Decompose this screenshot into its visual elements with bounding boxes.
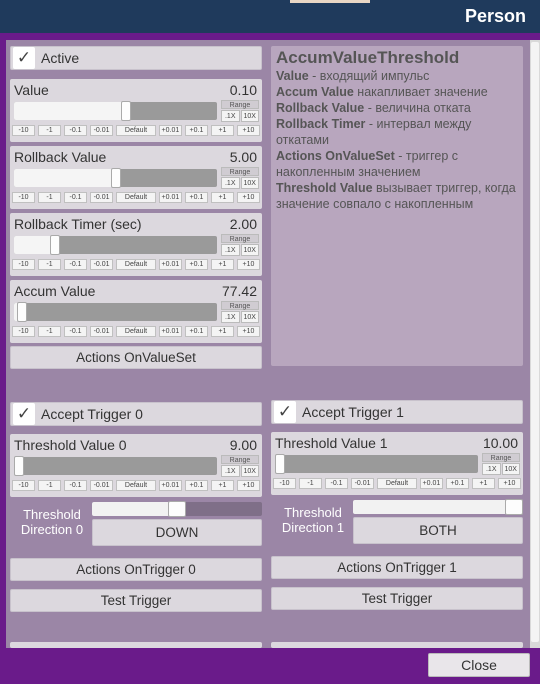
range-x1-button[interactable]: .1X (221, 110, 240, 122)
step-button[interactable]: +0.01 (159, 259, 182, 270)
step-button[interactable]: -0.1 (64, 125, 87, 136)
range-x1-button[interactable]: .1X (482, 463, 501, 475)
vertical-scrollbar[interactable] (530, 40, 540, 648)
step-buttons (12, 259, 260, 270)
slider-fill (14, 169, 116, 187)
info-term: Threshold Value (276, 181, 373, 195)
range-label: Range (221, 455, 259, 464)
threshold-direction-1 (271, 498, 523, 542)
range-label: Range (221, 100, 259, 109)
range-x1-button[interactable]: .1X (221, 311, 240, 323)
step-button[interactable]: +10 (237, 259, 260, 270)
step-button[interactable]: +0.1 (446, 478, 469, 489)
range-label: Range (221, 167, 259, 176)
step-button[interactable]: +1 (211, 125, 234, 136)
step-button[interactable]: -1 (299, 478, 322, 489)
info-line (276, 84, 518, 100)
step-button[interactable]: -0.01 (90, 326, 113, 337)
step-buttons (12, 326, 260, 337)
step-buttons (12, 125, 260, 136)
slider-handle[interactable] (14, 456, 24, 476)
title-bar (0, 0, 540, 33)
window-title: Person (464, 6, 526, 26)
step-button[interactable]: -1 (38, 192, 61, 203)
step-button[interactable]: +1 (211, 192, 234, 203)
slider-fill (14, 102, 126, 120)
step-button[interactable]: Default (116, 259, 156, 270)
range-control (221, 100, 259, 124)
range-label: Range (221, 234, 259, 243)
range-label: Range (221, 301, 259, 310)
range-x10-button[interactable]: 10X (241, 465, 260, 477)
range-label: Range (482, 453, 520, 462)
threshold-value-1-label: Threshold Value 1 (275, 435, 388, 451)
slider-fill (92, 502, 177, 516)
info-text: - входящий импульс (308, 69, 430, 83)
info-heading: AccumValueThreshold (276, 48, 460, 67)
info-text: - триггер с накопленным значением (276, 149, 459, 179)
info-term: Rollback Value (276, 101, 365, 115)
step-button[interactable]: -0.01 (90, 192, 113, 203)
step-button[interactable]: +1 (211, 326, 234, 337)
rollback-timer-value: 2.00 (229, 216, 257, 232)
range-control (221, 301, 259, 325)
info-line (276, 148, 518, 180)
step-buttons (273, 478, 521, 489)
accept-trigger-1-toggle[interactable] (271, 400, 523, 424)
slider-handle[interactable] (168, 501, 186, 517)
test-trigger-1-button[interactable]: Test Trigger (271, 587, 523, 610)
test-trigger-0-button[interactable]: Test Trigger (10, 589, 262, 612)
active-label: Active (41, 50, 80, 66)
step-buttons (12, 480, 260, 491)
checkmark-icon: ✓ (274, 401, 296, 423)
step-button[interactable]: -10 (12, 125, 35, 136)
slider-handle[interactable] (275, 454, 285, 474)
info-text: - величина отката (364, 101, 471, 115)
threshold-value-0-slider[interactable] (14, 457, 217, 475)
value-value: 0.10 (229, 82, 257, 98)
step-button[interactable]: Default (116, 125, 156, 136)
range-x10-button[interactable]: 10X (241, 110, 260, 122)
threshold-value-0-label: Threshold Value 0 (14, 437, 127, 453)
step-button[interactable]: -0.1 (325, 478, 348, 489)
info-text: вызывает триггер, когда значение совпало с накопленным (276, 181, 516, 211)
step-button[interactable]: -10 (12, 480, 35, 491)
threshold-value-1-value: 10.00 (482, 435, 518, 451)
threshold-value-0-card (10, 434, 262, 497)
range-x10-button[interactable]: 10X (241, 244, 260, 256)
info-line (276, 100, 518, 116)
info-term: Accum Value (276, 85, 354, 99)
step-button[interactable]: +1 (211, 480, 234, 491)
direction-button[interactable]: BOTH (353, 517, 523, 544)
direction-slider[interactable] (353, 500, 523, 514)
step-button[interactable]: +1 (472, 478, 495, 489)
direction-button[interactable]: DOWN (92, 519, 262, 546)
step-button[interactable]: -10 (12, 192, 35, 203)
info-term: Actions OnValueSet (276, 149, 395, 163)
slider-handle[interactable] (17, 302, 27, 322)
step-button[interactable]: +10 (237, 192, 260, 203)
rollback-timer-card (10, 213, 262, 276)
step-button[interactable]: +10 (237, 480, 260, 491)
slider-handle[interactable] (50, 235, 60, 255)
slider-handle[interactable] (111, 168, 121, 188)
accum-value-card (10, 280, 262, 343)
step-button[interactable]: -1 (38, 480, 61, 491)
avatar-strip (290, 0, 370, 3)
accum-value-label: Accum Value (14, 283, 96, 299)
info-term: Rollback Timer (276, 117, 366, 131)
step-button[interactable]: +0.01 (159, 326, 182, 337)
info-line (276, 68, 518, 84)
step-button[interactable]: +0.1 (185, 480, 208, 491)
step-button[interactable]: -1 (38, 326, 61, 337)
info-term: Value (276, 69, 309, 83)
info-text: - интервал между откатами (276, 117, 472, 147)
step-button[interactable]: -0.01 (90, 259, 113, 270)
step-button[interactable]: -0.1 (64, 326, 87, 337)
accept-trigger-label: Accept Trigger 1 (302, 404, 404, 420)
step-button[interactable]: +10 (237, 125, 260, 136)
step-button[interactable]: Default (116, 326, 156, 337)
step-button[interactable]: Default (116, 480, 156, 491)
info-panel (271, 46, 523, 366)
slider-fill (353, 500, 523, 514)
step-button[interactable]: +1 (211, 259, 234, 270)
step-button[interactable]: -10 (12, 259, 35, 270)
value-label: Value (14, 82, 49, 98)
checkmark-icon: ✓ (13, 47, 35, 69)
accum-value-value: 77.42 (221, 283, 257, 299)
step-button[interactable]: -0.01 (90, 480, 113, 491)
range-control (221, 455, 259, 479)
range-x1-button[interactable]: .1X (221, 244, 240, 256)
rollback-timer-slider[interactable] (14, 236, 217, 254)
range-x1-button[interactable]: .1X (221, 177, 240, 189)
step-button[interactable]: -10 (12, 326, 35, 337)
step-button[interactable]: +0.01 (159, 192, 182, 203)
accept-trigger-0-toggle[interactable] (10, 402, 262, 426)
step-button[interactable]: -0.1 (64, 480, 87, 491)
rollback-value-label: Rollback Value (14, 149, 107, 165)
step-button[interactable]: +0.01 (420, 478, 443, 489)
step-button[interactable]: +0.01 (159, 480, 182, 491)
actions-on-trigger-0-button[interactable]: Actions OnTrigger 0 (10, 558, 262, 581)
step-button[interactable]: -0.01 (90, 125, 113, 136)
range-x10-button[interactable]: 10X (241, 177, 260, 189)
threshold-direction-0 (10, 500, 262, 544)
accum-value-slider[interactable] (14, 303, 217, 321)
threshold-direction-label: Threshold Direction 0 (20, 507, 84, 537)
actions-on-trigger-1-button[interactable]: Actions OnTrigger 1 (271, 556, 523, 579)
step-button[interactable]: -10 (273, 478, 296, 489)
threshold-value-0-value: 9.00 (229, 437, 257, 453)
active-toggle[interactable] (10, 46, 262, 70)
info-text: накапливает значение (353, 85, 488, 99)
rollback-value-value: 5.00 (229, 149, 257, 165)
slider-handle[interactable] (121, 101, 131, 121)
accept-trigger-label: Accept Trigger 0 (41, 406, 143, 422)
range-control (482, 453, 520, 477)
info-line (276, 116, 518, 148)
slider-handle[interactable] (505, 499, 523, 515)
actions-on-value-set-button[interactable]: Actions OnValueSet (10, 346, 262, 369)
step-button[interactable]: +0.1 (185, 125, 208, 136)
step-button[interactable]: Default (377, 478, 417, 489)
close-button[interactable]: Close (428, 653, 530, 677)
step-button[interactable]: +0.1 (185, 259, 208, 270)
rollback-timer-label: Rollback Timer (sec) (14, 216, 142, 232)
range-x1-button[interactable]: .1X (221, 465, 240, 477)
range-control (221, 167, 259, 191)
scrollbar-thumb[interactable] (531, 42, 539, 642)
step-buttons (12, 192, 260, 203)
step-button[interactable]: +0.1 (185, 326, 208, 337)
step-button[interactable]: +0.01 (159, 125, 182, 136)
step-button[interactable]: +0.1 (185, 192, 208, 203)
threshold-direction-label: Threshold Direction 1 (281, 505, 345, 535)
step-button[interactable]: -0.01 (351, 478, 374, 489)
range-control (221, 234, 259, 258)
rollback-value-slider[interactable] (14, 169, 217, 187)
slider-fill (14, 236, 55, 254)
checkmark-icon: ✓ (13, 403, 35, 425)
settings-panel (6, 40, 530, 648)
range-x10-button[interactable]: 10X (502, 463, 521, 475)
value-slider[interactable] (14, 102, 217, 120)
value-card (10, 79, 262, 142)
rollback-value-card (10, 146, 262, 209)
step-button[interactable]: Default (116, 192, 156, 203)
step-button[interactable]: -1 (38, 125, 61, 136)
direction-slider[interactable] (92, 502, 262, 516)
threshold-value-1-card (271, 432, 523, 495)
step-button[interactable]: -0.1 (64, 259, 87, 270)
step-button[interactable]: -1 (38, 259, 61, 270)
step-button[interactable]: +10 (237, 326, 260, 337)
step-button[interactable]: +10 (498, 478, 521, 489)
range-x10-button[interactable]: 10X (241, 311, 260, 323)
step-button[interactable]: -0.1 (64, 192, 87, 203)
info-line (276, 180, 518, 212)
threshold-value-1-slider[interactable] (275, 455, 478, 473)
